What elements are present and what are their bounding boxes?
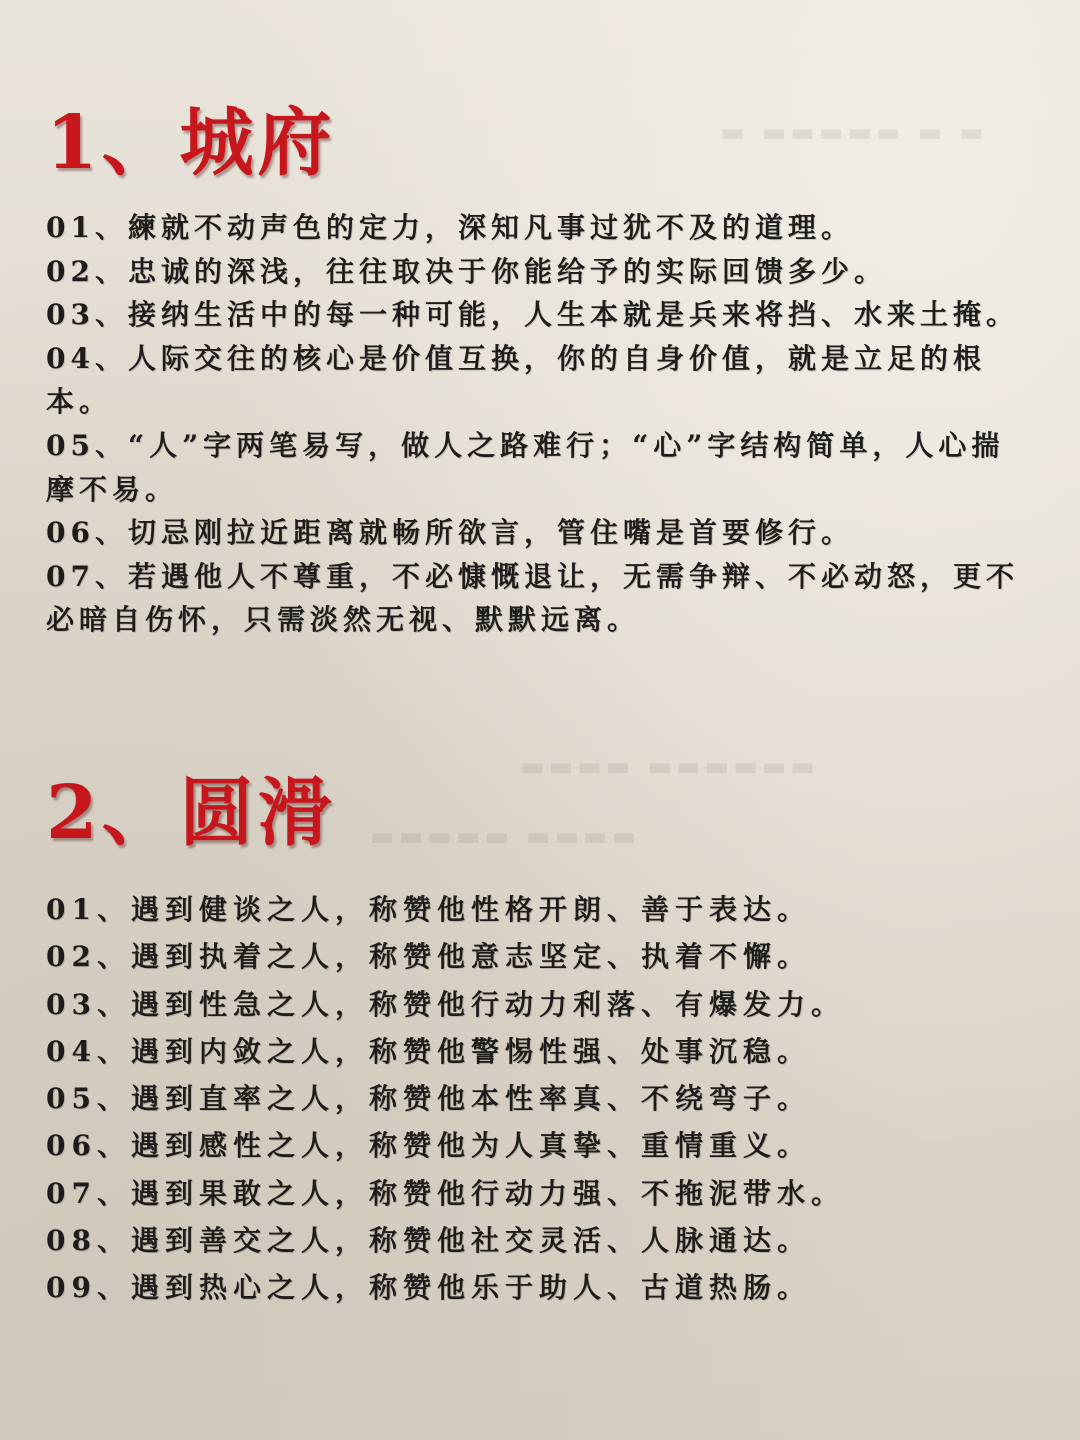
list-item: 06、遇到感性之人，称赞他为人真挚、重情重义。 [46,1129,811,1163]
list-item: 07、若遇他人不尊重，不必慷慨退让，无需争辩、不必动怒，更不必暗自伤怀，只需淡然无视、默默远离。 [46,559,1019,637]
list-item: 03、接纳生活中的每一种可能，人生本就是兵来将挡、水来土掩。 [46,298,1019,332]
list-item: 08、遇到善交之人，称赞他社交灵活、人脉通达。 [46,1224,811,1258]
list-item: 07、遇到果敢之人，称赞他行动力强、不拖泥带水。 [46,1176,845,1210]
list-item: 04、人际交往的核心是价值互换，你的自身价值，就是立足的根本。 [46,341,986,419]
section-1-list [46,206,1036,642]
background-bleed-through: ▬ ▬▬▬▬▬ ▬ ▬ [720,118,988,148]
list-item: 02、遇到执着之人，称赞他意志坚定、执着不懈。 [46,940,811,974]
list-item: 06、切忌刚拉近距离就畅所欲言，管住嘴是首要修行。 [46,516,854,550]
section-2-heading: 2、圆滑 [46,770,336,856]
list-item: 05、“人”字两笔易写，做人之路难行；“心”字结构简单，人心揣摩不易。 [46,428,1005,506]
list-item: 04、遇到内敛之人，称赞他警惕性强、处事沉稳。 [46,1034,811,1068]
list-item: 03、遇到性急之人，称赞他行动力利落、有爆发力。 [46,987,845,1021]
list-item: 01、遇到健谈之人，称赞他性格开朗、善于表达。 [46,893,811,926]
list-item: 09、遇到热心之人，称赞他乐于助人、古道热肠。 [46,1271,811,1305]
section-1-heading: 1、城府 [46,100,336,186]
list-item: 02、忠诚的深浅，往往取决于你能给予的实际回馈多少。 [46,254,887,288]
section-2-list [46,886,1036,1312]
background-bleed-through: ▬▬▬▬▬ ▬▬▬▬ [370,822,641,852]
list-item: 01、練就不动声色的定力，深知凡事过犹不及的道理。 [46,211,854,244]
background-bleed-through: ▬▬▬▬ ▬▬▬▬▬▬ [520,752,819,782]
list-item: 05、遇到直率之人，称赞他本性率真、不绕弯子。 [46,1082,811,1116]
